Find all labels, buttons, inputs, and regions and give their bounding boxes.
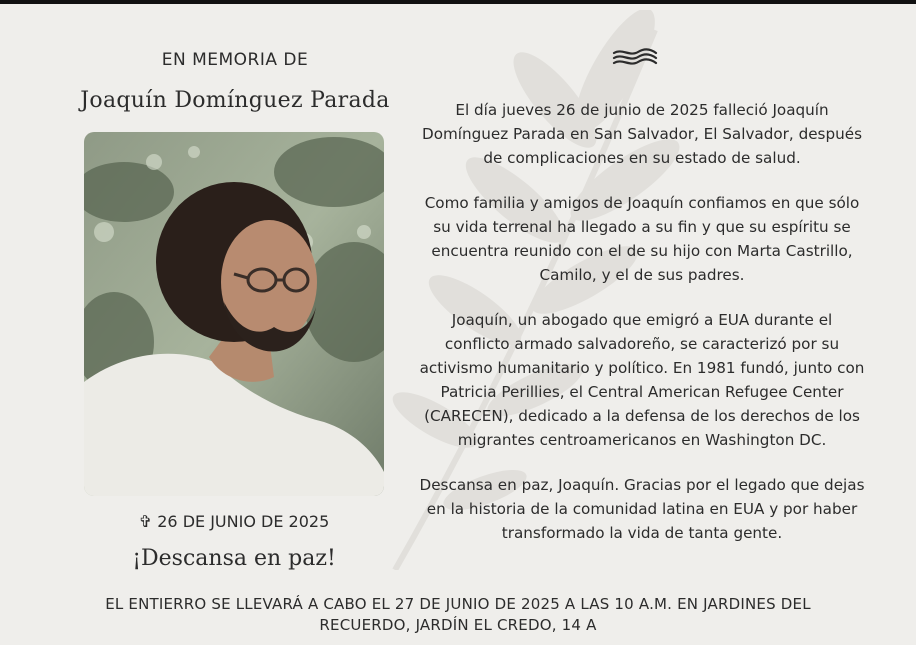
burial-line-1: EL ENTIERRO SE LLEVARÁ A CABO EL 27 DE JUNIO DE 2025 A LAS 10 A.M. EN JARDINES DEL bbox=[105, 595, 811, 613]
obituary-paragraph: Descansa en paz, Joaquín. Gracias por el legado que dejas en la historia de la comunidad latina en EUA y por haber transformado la vida de tanta gente. bbox=[419, 476, 865, 542]
top-border bbox=[0, 0, 916, 4]
death-date-text: 26 DE JUNIO DE 2025 bbox=[157, 512, 330, 531]
obituary-paragraph: Joaquín, un abogado que emigró a EUA durante el conflicto armado salvadoreño, se caracterizó por su activismo humanitario y político. En 1981 fundó, junto con Patricia Perillies, el Central American Refugee Center (CARECEN), dedicado a la defensa de los derechos de los migrantes centroamericanos en Washington DC. bbox=[419, 311, 865, 449]
burial-notice bbox=[40, 594, 876, 636]
death-date bbox=[84, 512, 384, 531]
portrait-photo bbox=[84, 132, 384, 496]
deceased-name: Joaquín Domínguez Parada bbox=[80, 88, 390, 113]
farewell-heading: ¡Descansa en paz! bbox=[132, 546, 336, 571]
obituary-paragraph: El día jueves 26 de junio de 2025 falleció Joaquín Domínguez Parada en San Salvador, El Salvador, después de complicaciones en su estado de salud. bbox=[422, 101, 862, 167]
obituary-paragraph: Como familia y amigos de Joaquín confiamos en que sólo su vida terrenal ha llegado a su fin y que su espíritu se encuentra reunido con el de su hijo con Marta Castrillo, Camilo, y el de sus padres. bbox=[424, 194, 860, 284]
waves-icon bbox=[612, 47, 658, 67]
obituary-text bbox=[418, 98, 866, 566]
cross-icon: ✞ bbox=[138, 512, 153, 531]
memorial-label: EN MEMORIA DE bbox=[161, 50, 309, 70]
burial-line-2: RECUERDO, JARDÍN EL CREDO, 14 A bbox=[319, 616, 597, 634]
